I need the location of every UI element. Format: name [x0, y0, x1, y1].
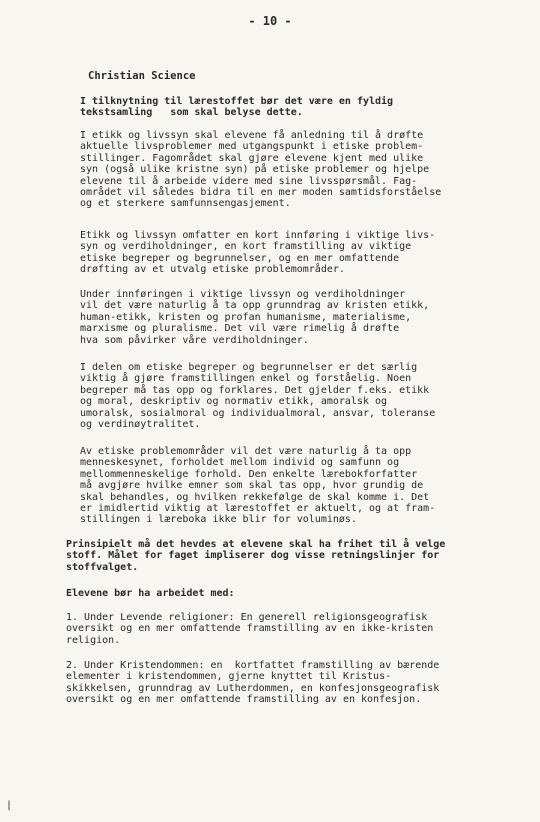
section-heading: Christian Science: [88, 70, 196, 82]
page-number: - 10 -: [248, 14, 292, 28]
paragraph-problemomrader: Av etiske problemområder vil det være naturlig å ta opp menneskesynet, forholdet mellom individ og samfunn og mellommenneskelige forhold. Den enkelte lærebokforfatter må avgjøre hvilke emner som skal tas opp, hvor grundig de skal behandles, og hvilken rekkefølge de skal komme i. Det er imidlertid viktig at lærestoffet er aktuelt, og at fram- stillingen i læreboka ikke blir for voluminøs.: [80, 446, 436, 526]
subheading-elevene: Elevene bør ha arbeidet med:: [66, 588, 235, 599]
list-item-2: 2. Under Kristendommen: en kortfattet framstilling av bærende elementer i kristendommen, gjerne knyttet til Kristus- skikkelsen, grunndrag av Lutherdommen, en konfesjonsgeografisk oversikt og en mer omfattende framstilling av en konfesjon.: [66, 660, 440, 706]
paragraph-etikk-og-livssyn: I etikk og livssyn skal elevene få anledning til å drøfte aktuelle livsproblemer med utgangspunkt i etiske problem- stillinger. Fagområdet skal gjøre elevene kjent med ulike syn (også ulike kristne syn) på etiske problemer og hjelpe elevene til å arbeide videre med sine livsspørsmål. Fag- området vil således bidra til en mer moden samtidsforståelse og et sterkere samfunnsengasjement.: [80, 130, 442, 210]
list-item-1: 1. Under Levende religioner: En generell religionsgeografisk oversikt og en mer omfattende framstilling av en ikke-kristen religion.: [66, 612, 434, 646]
paragraph-prinsipielt: Prinsipielt må det hevdes at elevene skal ha frihet til å velge stoff. Målet for faget impliserer dog visse retningslinjer for stoffvalget.: [66, 539, 446, 573]
paragraph-innforingen: Under innføringen i viktige livssyn og verdiholdninger vil det være naturlig å ta opp grunndrag av kristen etikk, human-etikk, kristen og profan humanisme, materialisme, marxisme og pluralisme. Det vil være rimelig å drøfte hva som påvirker våre verdiholdninger.: [80, 289, 430, 346]
paragraph-1: I tilknytning til lærestoffet bør det være en fyldig tekstsamling som skal belyse dette.: [80, 96, 394, 119]
paragraph-etiske-begreper: I delen om etiske begreper og begrunnelser er det særlig viktig å gjøre framstillingen enkel og forståelig. Noen begreper må tas opp og forklares. Det gjelder f.eks. etikk og moral, deskriptiv og normativ etikk, amoralsk og umoralsk, sosialmoral og individualmoral, ansvar, toleranse og verdinøytralitet.: [80, 362, 436, 431]
paragraph-omfatter: Etikk og livssyn omfatter en kort innføring i viktige livs- syn og verdiholdninger, en kort framstilling av viktige etiske begreper og begrunnelser, og en mer omfattende drøfting av et utvalg etiske problemområder.: [80, 230, 436, 276]
margin-mark: |: [6, 800, 13, 811]
